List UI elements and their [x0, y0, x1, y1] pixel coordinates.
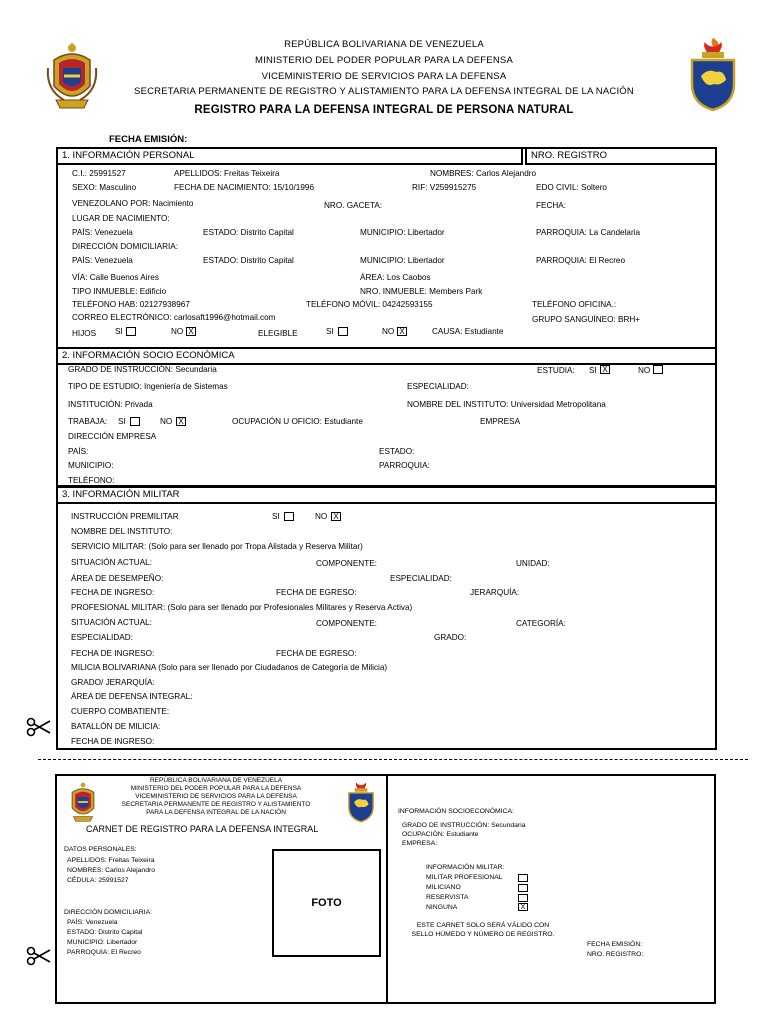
parroquia-nac-field: PARROQUIA: La Candelaria	[536, 228, 641, 237]
elegible-no-checkbox[interactable]: X	[397, 327, 407, 336]
profesional-militar-label: PROFESIONAL MILITAR: (Solo para ser llenado por Profesionales Militares y Reserva Activa)	[71, 603, 413, 612]
militar-nombre-instituto: NOMBRE DEL INSTITUTO:	[71, 527, 173, 536]
fecha-emision-label: FECHA EMISIÓN:	[109, 134, 188, 145]
carnet-fecha-emision: FECHA EMISIÓN:	[587, 941, 643, 948]
photo-box	[272, 849, 381, 957]
gaceta-field: NRO. GACETA:	[324, 201, 383, 210]
carnet-header-2: MINISTERIO DEL PODER POPULAR PARA LA DEFENSA	[130, 785, 302, 792]
estudia-no-checkbox[interactable]	[653, 365, 663, 374]
grado-jerarquia-field: GRADO/ JERARQUÍA:	[71, 678, 155, 687]
pais-dom-field: PAÍS: Venezuela	[72, 256, 133, 265]
carnet-coat-of-arms-icon	[66, 779, 100, 825]
carnet-militar-profesional: MILITAR PROFESIONAL	[426, 874, 503, 881]
edo-civil-field: EDO CIVIL: Soltero	[536, 183, 607, 192]
area-defensa-field: ÁREA DE DEFENSA INTEGRAL:	[71, 692, 193, 701]
fecha-ingreso-3: FECHA DE INGRESO:	[71, 737, 155, 746]
empresa-parroquia-field: PARROQUIA:	[379, 461, 430, 470]
batallon-field: BATALLÓN DE MILICIA:	[71, 722, 161, 731]
carnet-apellidos: APELLIDOS: Freitas Teixeira	[67, 857, 155, 864]
personal-section-header: 1. INFORMACIÓN PERSONAL	[56, 147, 523, 165]
scissors-icon	[26, 946, 52, 966]
nombre-instituto-field: NOMBRE DEL INSTITUTO: Universidad Metropolitana	[407, 400, 606, 409]
servicio-militar-label: SERVICIO MILITAR: (Solo para ser llenado por Tropa Alistada y Reserva Militar)	[71, 542, 363, 551]
ninguna-checkbox[interactable]: X	[518, 903, 528, 911]
empresa-municipio-field: MUNICIPIO:	[68, 461, 114, 470]
estado-dom-field: ESTADO: Distrito Capital	[203, 256, 294, 265]
telefono-movil-field: TELÉFONO MÓVIL: 04242593155	[306, 300, 433, 309]
fecha-ingreso-2: FECHA DE INGRESO:	[71, 649, 155, 658]
hijos-label: HIJOS	[72, 329, 97, 338]
grupo-sanguineo-field: GRUPO SANGUÍNEO: BRH+	[532, 315, 641, 324]
situacion-actual-2: SITUACIÓN ACTUAL:	[71, 618, 152, 627]
carnet-header-1: REPÚBLICA BOLIVARIANA DE VENEZUELA	[149, 777, 283, 784]
apellidos-field: APELLIDOS: Freitas Teixeira	[174, 169, 280, 178]
page-title: REGISTRO PARA LA DEFENSA INTEGRAL DE PERSONA NATURAL	[194, 104, 574, 116]
hijos-si-checkbox[interactable]	[126, 327, 136, 336]
estudia-no-label: NO	[638, 366, 651, 375]
carnet-parroquia: PARROQUIA: El Recreo	[67, 949, 141, 956]
municipio-dom-field: MUNICIPIO: Libertador	[360, 256, 445, 265]
empresa-field: EMPRESA	[480, 417, 521, 426]
carnet-datos-label: DATOS PERSONALES:	[64, 846, 137, 853]
elegible-si-checkbox[interactable]	[338, 327, 348, 336]
carnet-cedula: CÉDULA: 25991527	[67, 877, 129, 884]
socio-section-header: 2. INFORMACIÓN SOCIO ECONÓMICA	[56, 347, 717, 365]
empresa-estado-field: ESTADO:	[379, 447, 415, 456]
ocupacion-field: OCUPACIÓN U OFICIO: Estudiante	[232, 417, 363, 426]
premilitar-label: INSTRUCCIÓN PREMILITAR	[71, 512, 179, 521]
correo-field: CORREO ELECTRÓNICO: carlosaft1996@hotmail.com	[72, 313, 276, 322]
fecha-field: FECHA:	[536, 201, 567, 210]
carnet-validity-2: SELLO HÚMEDO Y NÚMERO DE REGISTRO.	[411, 931, 555, 938]
carnet-reservista: RESERVISTA	[426, 894, 469, 901]
municipio-nac-field: MUNICIPIO: Libertador	[360, 228, 445, 237]
reservista-checkbox[interactable]	[518, 894, 528, 902]
carnet-miliciano: MILICIANO	[426, 884, 461, 891]
tipo-inmueble-field: TIPO INMUEBLE: Edificio	[72, 287, 167, 296]
carnet-shield-emblem-icon	[346, 779, 376, 823]
telefono-oficina-field: TELÉFONO OFICINA.:	[532, 300, 617, 309]
grado-field: GRADO:	[434, 633, 467, 642]
militar-profesional-checkbox[interactable]	[518, 874, 528, 882]
carnet-estado: ESTADO: Distrito Capital	[67, 929, 143, 936]
trabaja-no-label: NO	[160, 417, 173, 426]
jerarquia-field: JERARQUÍA:	[470, 588, 520, 597]
carnet-divider	[386, 774, 388, 1004]
nombres-field: NOMBRES: Carlos Alejandro	[430, 169, 537, 178]
header-viceministry: VICEMINISTERIO DE SERVICIOS PARA LA DEFENSA	[261, 71, 507, 82]
header-secretary: SECRETARIA PERMANENTE DE REGISTRO Y ALISTAMIENTO PARA LA DEFENSA INTEGRAL DE LA NACIÓN	[134, 86, 634, 97]
direccion-empresa-label: DIRECCIÓN EMPRESA	[68, 432, 157, 441]
estudia-si-checkbox[interactable]: X	[600, 365, 610, 374]
unidad-field: UNIDAD:	[516, 559, 550, 568]
elegible-label: ELEGIBLE	[258, 329, 298, 338]
carnet-ocupacion: OCUPACIÓN: Estudiante	[402, 831, 479, 838]
ci-field: C.I.: 25991527	[72, 169, 126, 178]
carnet-ninguna: NINGUNA	[426, 904, 458, 911]
situacion-actual-1: SITUACIÓN ACTUAL:	[71, 558, 152, 567]
fecha-egreso-2: FECHA DE EGRESO:	[276, 649, 357, 658]
direccion-domiciliaria-label: DIRECCIÓN DOMICILIARIA:	[72, 242, 178, 251]
empresa-telefono-field: TELÉFONO:	[68, 476, 115, 485]
carnet-header-3: VICEMINISTERIO DE SERVICIOS PARA LA DEFENSA	[135, 793, 297, 800]
military-section-header: 3. INFORMACIÓN MILITAR	[56, 486, 717, 504]
carnet-info-militar-label: INFORMACIÓN MILITAR:	[426, 864, 505, 871]
miliciano-checkbox[interactable]	[518, 884, 528, 892]
milicia-label: MILICIA BOLIVARIANA (Solo para ser llenado por Ciudadanos de Categoría de Milicia)	[71, 663, 388, 672]
header-ministry: MINISTERIO DEL PODER POPULAR PARA LA DEFENSA	[255, 55, 513, 66]
carnet-grado: GRADO DE INSTRUCCIÓN: Secundaria	[402, 822, 526, 829]
rif-field: RIF: V259915275	[412, 183, 477, 192]
scissors-icon	[26, 717, 52, 737]
carnet-municipio: MUNICIPIO: Libertador	[67, 939, 138, 946]
carnet-empresa: EMPRESA:	[402, 840, 438, 847]
premilitar-no-checkbox[interactable]: X	[331, 512, 341, 521]
tipo-estudio-field: TIPO DE ESTUDIO: Ingeniería de Sistemas	[68, 382, 228, 391]
trabaja-si-label: SI	[118, 417, 126, 426]
trabaja-label: TRABAJA:	[68, 417, 108, 426]
header-country: REPÚBLICA BOLIVARIANA DE VENEZUELA	[284, 39, 484, 50]
carnet-nombres: NOMBRES: Carlos Alejandro	[67, 867, 156, 874]
area-field: ÁREA: Los Caobos	[360, 273, 431, 282]
carnet-title: CARNET DE REGISTRO PARA LA DEFENSA INTEGRAL	[86, 824, 319, 834]
empresa-pais-field: PAÍS:	[68, 447, 89, 456]
via-field: VÍA: Calle Buenos Aires	[72, 273, 159, 282]
componente-2: COMPONENTE:	[316, 619, 377, 628]
lugar-nacimiento-label: LUGAR DE NACIMIENTO:	[72, 214, 170, 223]
estudia-si-label: SI	[589, 366, 597, 375]
foto-label: FOTO	[311, 897, 342, 909]
carnet-direccion-label: DIRECCIÓN DOMICILIARIA:	[64, 909, 152, 916]
cut-line	[38, 759, 748, 760]
hijos-si-label: SI	[115, 327, 123, 336]
nro-inmueble-field: NRO. INMUEBLE: Members Park	[360, 287, 483, 296]
especialidad-1: ESPECIALIDAD:	[390, 574, 452, 583]
categoria-field: CATEGORÍA:	[516, 619, 566, 628]
trabaja-no-checkbox[interactable]: X	[176, 417, 186, 426]
especialidad-2: ESPECIALIDAD:	[71, 633, 133, 642]
carnet-validity-1: ESTE CARNET SOLO SERÁ VÁLIDO CON	[416, 922, 550, 929]
componente-1: COMPONENTE:	[316, 559, 377, 568]
grado-instruccion-field: GRADO DE INSTRUCCIÓN: Secundaria	[68, 365, 217, 374]
cuerpo-combatiente-field: CUERPO COMBATIENTE:	[71, 707, 170, 716]
estado-nac-field: ESTADO: Distrito Capital	[203, 228, 294, 237]
trabaja-si-checkbox[interactable]	[130, 417, 140, 426]
institucion-field: INSTITUCIÓN: Privada	[68, 400, 153, 409]
premilitar-si-checkbox[interactable]	[284, 512, 294, 521]
carnet-info-socio-label: INFORMACIÓN SOCIOECONÓMICA:	[398, 808, 514, 815]
nro-registro-header: NRO. REGISTRO	[525, 147, 717, 165]
fecha-ingreso-1: FECHA DE INGRESO:	[71, 588, 155, 597]
premilitar-no-label: NO	[315, 512, 328, 521]
sexo-field: SEXO: Masculino	[72, 183, 137, 192]
estudia-label: ESTUDIA:	[537, 366, 575, 375]
carnet-nro-registro: NRO. REGISTRO:	[587, 951, 644, 958]
hijos-no-label: NO	[171, 327, 184, 336]
fecha-egreso-1: FECHA DE EGRESO:	[276, 588, 357, 597]
elegible-no-label: NO	[382, 327, 395, 336]
causa-field: CAUSA: Estudiante	[432, 327, 504, 336]
carnet-header-4: SECRETARIA PERMANENTE DE REGISTRO Y ALISTAMIENTO	[121, 801, 311, 808]
venezolano-field: VENEZOLANO POR: Nacimiento	[72, 199, 194, 208]
hijos-no-checkbox[interactable]: X	[186, 327, 196, 336]
especialidad-field: ESPECIALIDAD:	[407, 382, 469, 391]
pais-nac-field: PAÍS: Venezuela	[72, 228, 133, 237]
carnet-header-5: PARA LA DEFENSA INTEGRAL DE LA NACIÓN	[146, 809, 286, 816]
elegible-si-label: SI	[326, 327, 334, 336]
parroquia-dom-field: PARROQUIA: El Recreo	[536, 256, 626, 265]
premilitar-si-label: SI	[272, 512, 280, 521]
fecha-nacimiento-field: FECHA DE NACIMIENTO: 15/10/1996	[174, 183, 314, 192]
carnet-pais: PAÍS: Venezuela	[67, 919, 118, 926]
telefono-hab-field: TELÉFONO HAB: 02127938967	[72, 300, 190, 309]
area-desempeno-field: ÁREA DE DESEMPEÑO:	[71, 574, 164, 583]
